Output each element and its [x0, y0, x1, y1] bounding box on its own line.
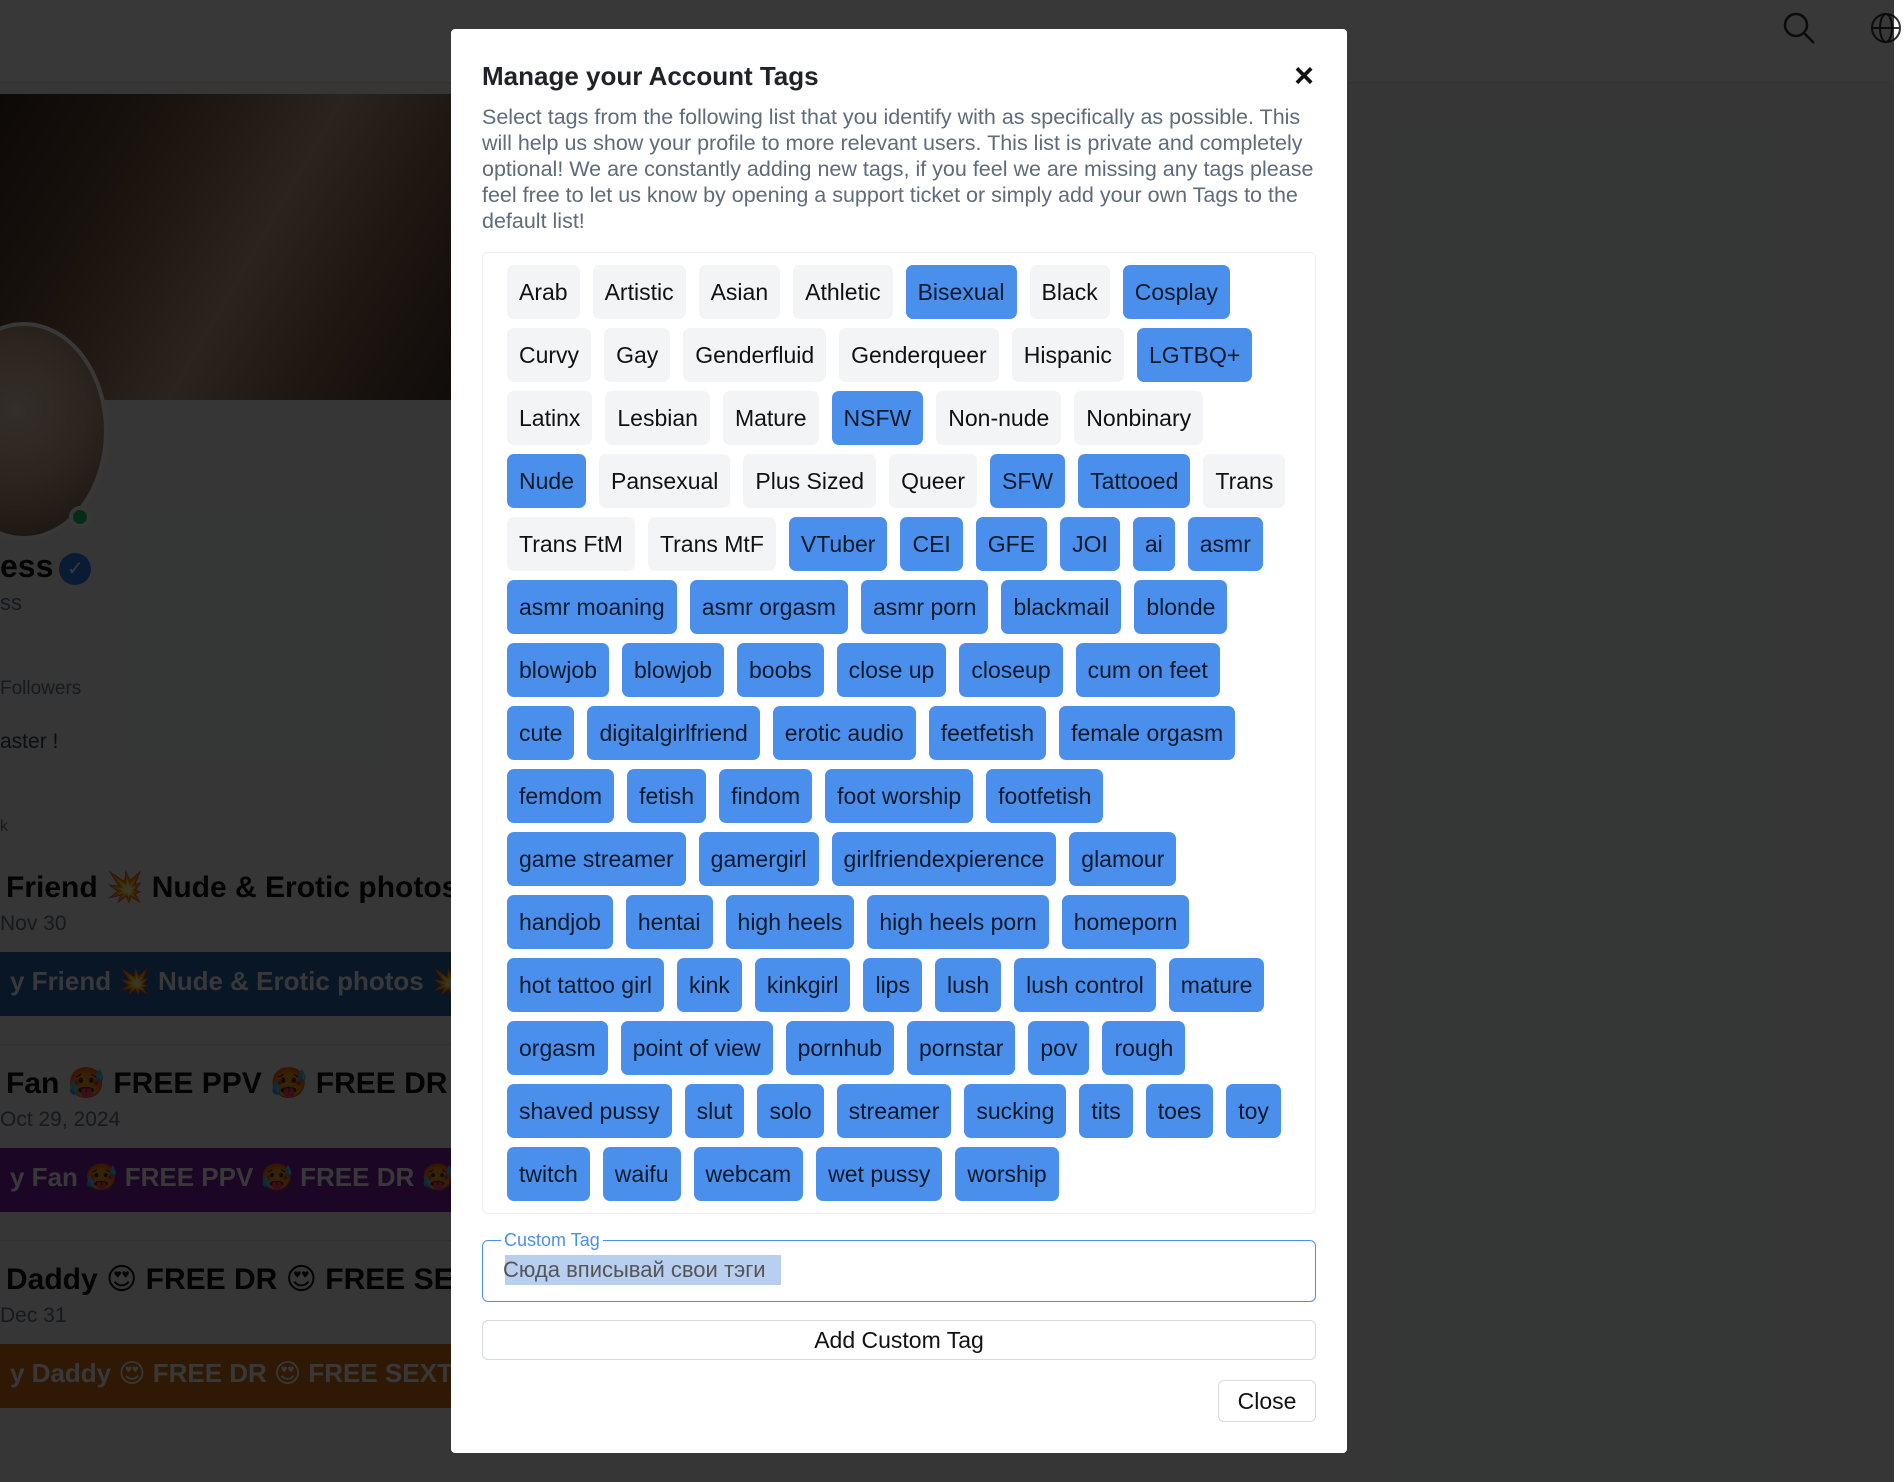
tag-chip[interactable]: game streamer: [507, 832, 686, 886]
tag-chip[interactable]: closeup: [959, 643, 1062, 697]
tag-chip[interactable]: wet pussy: [816, 1147, 942, 1201]
tag-chip[interactable]: webcam: [694, 1147, 804, 1201]
manage-tags-dialog: [451, 29, 1347, 1453]
tag-chip[interactable]: NSFW: [832, 391, 924, 445]
tag-chip[interactable]: solo: [757, 1084, 823, 1138]
tag-chip[interactable]: findom: [719, 769, 812, 823]
tag-chip[interactable]: Tattooed: [1078, 454, 1190, 508]
tag-chip[interactable]: glamour: [1069, 832, 1176, 886]
tag-chip[interactable]: hot tattoo girl: [507, 958, 664, 1012]
tag-chip[interactable]: pornstar: [907, 1021, 1015, 1075]
tag-chip[interactable]: blowjob: [507, 643, 609, 697]
tag-chip[interactable]: lush control: [1014, 958, 1156, 1012]
tag-chip[interactable]: female orgasm: [1059, 706, 1235, 760]
tag-chip[interactable]: shaved pussy: [507, 1084, 672, 1138]
tag-chip[interactable]: LGTBQ+: [1137, 328, 1252, 382]
tag-chip[interactable]: handjob: [507, 895, 613, 949]
tag-chip[interactable]: Asian: [699, 265, 781, 319]
tag-chip[interactable]: close up: [837, 643, 947, 697]
tag-chip[interactable]: asmr orgasm: [690, 580, 848, 634]
close-button[interactable]: Close: [1218, 1380, 1316, 1422]
tag-chip[interactable]: lips: [863, 958, 922, 1012]
tag-chip[interactable]: GFE: [976, 517, 1047, 571]
tag-chip[interactable]: Genderqueer: [839, 328, 999, 382]
tag-chip[interactable]: boobs: [737, 643, 824, 697]
tag-chip[interactable]: pov: [1028, 1021, 1089, 1075]
tag-chip[interactable]: toes: [1146, 1084, 1213, 1138]
custom-tag-field[interactable]: [482, 1230, 1316, 1302]
tag-chip[interactable]: JOI: [1060, 517, 1120, 571]
tag-chip[interactable]: waifu: [603, 1147, 681, 1201]
tag-chip[interactable]: fetish: [627, 769, 706, 823]
tag-chip[interactable]: pornhub: [786, 1021, 894, 1075]
tag-chip[interactable]: Athletic: [793, 265, 892, 319]
tag-chip[interactable]: femdom: [507, 769, 614, 823]
tag-chip[interactable]: Hispanic: [1012, 328, 1124, 382]
tag-chip[interactable]: orgasm: [507, 1021, 608, 1075]
custom-tag-label: Custom Tag: [501, 1230, 603, 1251]
tag-chip[interactable]: CEI: [900, 517, 962, 571]
tag-chip[interactable]: worship: [955, 1147, 1058, 1201]
tag-chip[interactable]: erotic audio: [773, 706, 916, 760]
tag-chip[interactable]: Plus Sized: [743, 454, 876, 508]
tag-chip[interactable]: blonde: [1134, 580, 1227, 634]
tag-chip[interactable]: Arab: [507, 265, 580, 319]
tag-chip[interactable]: slut: [685, 1084, 745, 1138]
tag-chip[interactable]: hentai: [626, 895, 713, 949]
tag-chip[interactable]: Black: [1030, 265, 1110, 319]
tag-chip[interactable]: Non-nude: [936, 391, 1061, 445]
tag-chip[interactable]: gamergirl: [699, 832, 819, 886]
tag-chip[interactable]: Genderfluid: [683, 328, 826, 382]
tag-chip[interactable]: Cosplay: [1123, 265, 1230, 319]
tag-chip[interactable]: Curvy: [507, 328, 591, 382]
tag-chip[interactable]: cum on feet: [1076, 643, 1220, 697]
tag-chip[interactable]: Artistic: [593, 265, 686, 319]
tag-chip[interactable]: blowjob: [622, 643, 724, 697]
tag-chip[interactable]: twitch: [507, 1147, 590, 1201]
tag-chip[interactable]: asmr porn: [861, 580, 989, 634]
tag-chip[interactable]: asmr moaning: [507, 580, 677, 634]
custom-tag-input[interactable]: [503, 1253, 1323, 1287]
tag-chip[interactable]: mature: [1169, 958, 1265, 1012]
tag-chip[interactable]: girlfriendexpierence: [832, 832, 1057, 886]
tag-chip[interactable]: Nude: [507, 454, 586, 508]
tag-chip[interactable]: Mature: [723, 391, 819, 445]
tag-chip[interactable]: blackmail: [1001, 580, 1121, 634]
tag-chip[interactable]: Pansexual: [599, 454, 730, 508]
tag-chip[interactable]: point of view: [621, 1021, 773, 1075]
tag-chip[interactable]: Lesbian: [605, 391, 710, 445]
tag-chip[interactable]: foot worship: [825, 769, 973, 823]
tag-chip[interactable]: lush: [935, 958, 1001, 1012]
tag-chip[interactable]: rough: [1102, 1021, 1185, 1075]
tag-chip[interactable]: kinkgirl: [755, 958, 851, 1012]
tag-chip[interactable]: Bisexual: [906, 265, 1017, 319]
tag-chip[interactable]: VTuber: [789, 517, 888, 571]
tag-chip[interactable]: tits: [1079, 1084, 1132, 1138]
tag-chip[interactable]: Latinx: [507, 391, 592, 445]
dialog-title: Manage your Account Tags: [482, 61, 819, 91]
tag-chip[interactable]: cute: [507, 706, 574, 760]
tag-chip[interactable]: streamer: [837, 1084, 952, 1138]
tag-chip[interactable]: Trans FtM: [507, 517, 635, 571]
tag-chip[interactable]: footfetish: [986, 769, 1103, 823]
tag-chip[interactable]: Queer: [889, 454, 977, 508]
tag-chip[interactable]: SFW: [990, 454, 1065, 508]
tag-chip[interactable]: Nonbinary: [1074, 391, 1203, 445]
tag-chip[interactable]: toy: [1226, 1084, 1281, 1138]
close-icon[interactable]: ×: [1287, 59, 1321, 93]
tag-chip[interactable]: digitalgirlfriend: [587, 706, 759, 760]
tag-chip[interactable]: kink: [677, 958, 742, 1012]
tag-chip[interactable]: Trans MtF: [648, 517, 776, 571]
tag-chip[interactable]: asmr: [1188, 517, 1263, 571]
add-custom-tag-button[interactable]: Add Custom Tag: [482, 1320, 1316, 1360]
tag-chip[interactable]: Trans: [1203, 454, 1285, 508]
tag-chip[interactable]: homeporn: [1062, 895, 1190, 949]
tag-chip[interactable]: feetfetish: [929, 706, 1046, 760]
dialog-description: Select tags from the following list that you identify with as specifically as possible. This will help us show your profile to more relevant users. This list is private and completely optional! We are constantly adding new tags, if you feel we are missing any tags please feel free to let us know by opening a support ticket or simply add your own Tags to the default list!: [482, 105, 1314, 233]
tag-chip[interactable]: high heels porn: [867, 895, 1048, 949]
tag-chip[interactable]: ai: [1133, 517, 1175, 571]
tag-chip[interactable]: sucking: [964, 1084, 1066, 1138]
tag-chip[interactable]: high heels: [726, 895, 855, 949]
tag-list: [482, 252, 1316, 1214]
tag-chip[interactable]: Gay: [604, 328, 670, 382]
